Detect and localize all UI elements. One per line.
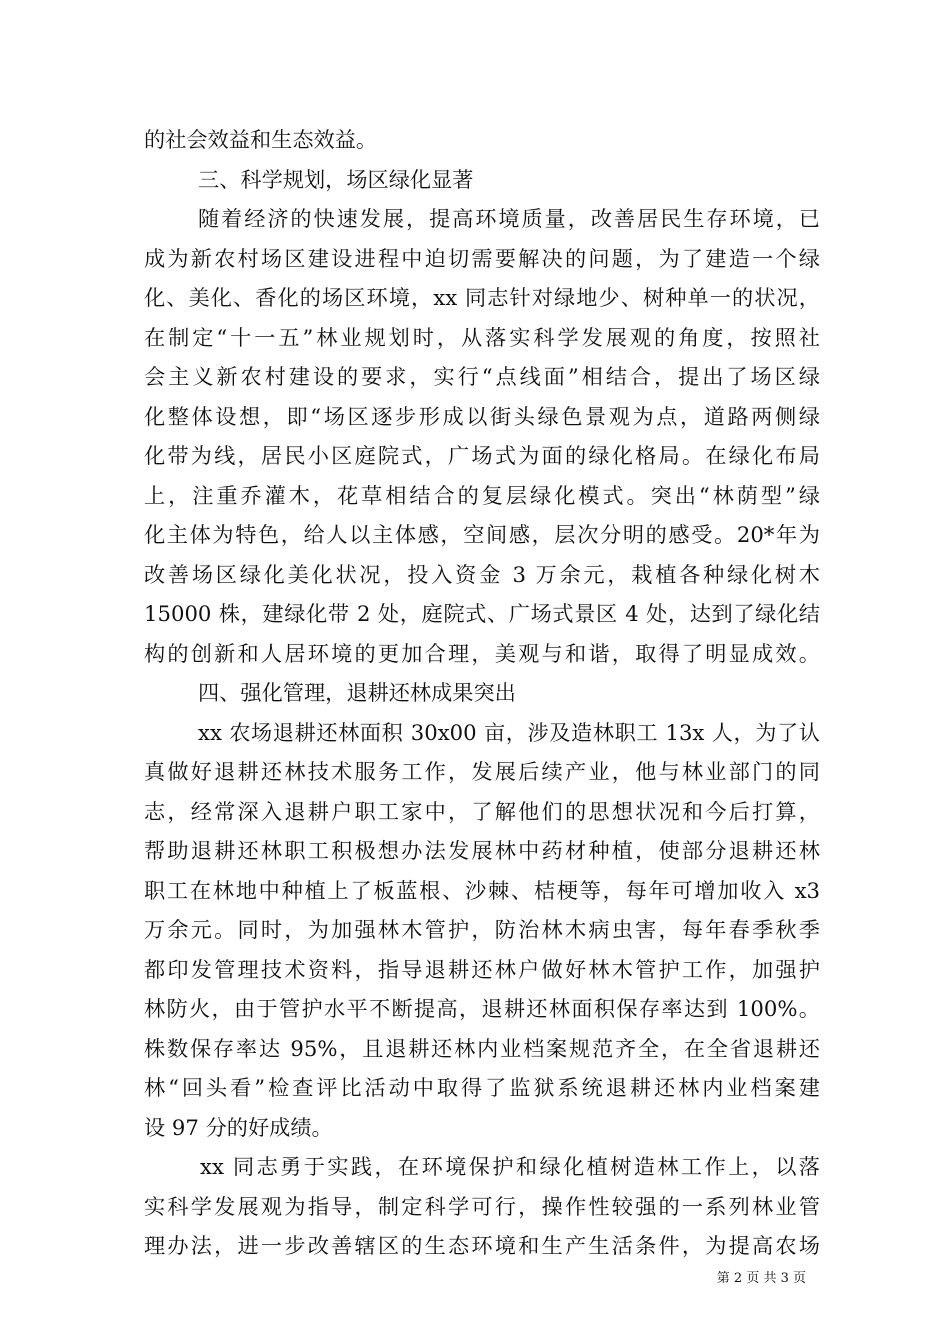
text-line: 都印发管理技术资料，指导退耕还林户做好林木管护工作，加强护 [144,956,820,982]
text-line: 成为新农村场区建设进程中迫切需要解决的问题，为了建造一个绿 [144,245,820,271]
text-line: 在制定“十一五”林业规划时，从落实科学发展观的角度，按照社 [144,324,820,350]
text-line: 实科学发展观为指导，制定科学可行，操作性较强的一系列林业管 [144,1193,820,1219]
text-line: 帮助退耕还林职工积极想办法发展林中药材种植，使部分退耕还林 [144,838,820,863]
text-line: 化带为线，居民小区庭院式，广场式为面的绿化格局。在绿化布局 [144,443,820,468]
text-line: 化、美化、香化的场区环境，xx 同志针对绿地少、树种单一的状况， [144,285,820,310]
text-line: 随着经济的快速发展，提高环境质量，改善居民生存环境，已 [198,206,820,231]
text-line: 林防火，由于管护水平不断提高，退耕还林面积保存率达到 100%。 [144,996,820,1021]
text-line: 理办法，进一步改善辖区的生态环境和生产生活条件，为提高农场 [144,1233,820,1258]
text-line: 职工在林地中种植上了板蓝根、沙棘、桔梗等，每年可增加收入 x3 [144,877,820,903]
text-line: 上，注重乔灌木，花草相结合的复层绿化模式。突出“林荫型”绿 [144,482,820,508]
text-line: 会主义新农村建设的要求，实行“点线面”相结合，提出了场区绿 [144,364,820,389]
text-line: 万余元。同时，为加强林木管护，防治林木病虫害，每年春季秋季 [144,917,820,942]
text-line: 林“回头看”检查评比活动中取得了监狱系统退耕还林内业档案建 [144,1075,820,1100]
section-heading-3: 三、科学规划，场区绿化显著 [198,166,474,192]
text-line: 真做好退耕还林技术服务工作，发展后续产业，他与林业部门的同 [144,759,820,784]
text-line: 化主体为特色，给人以主体感，空间感，层次分明的感受。20*年为 [144,522,820,547]
text-line: 的社会效益和生态效益。 [144,127,378,152]
text-line: 改善场区绿化美化状况，投入资金 3 万余元，栽植各种绿化树木 [144,561,820,587]
text-line: 构的创新和人居环境的更加合理，美观与和谐，取得了明显成效。 [144,640,820,666]
section-heading-4: 四、强化管理，退耕还林成果突出 [198,680,516,705]
text-line: 志，经常深入退耕户职工家中，了解他们的思想状况和今后打算， [144,798,820,824]
text-line: xx 农场退耕还林面积 30x00 亩，涉及造林职工 13x 人，为了认 [198,719,820,745]
document-body [144,120,820,1266]
text-line: xx 同志勇于实践，在环境保护和绿化植树造林工作上，以落 [200,1154,820,1179]
text-line: 株数保存率达 95%，且退耕还林内业档案规范齐全，在全省退耕还 [144,1035,820,1061]
text-line: 化整体设想，即“场区逐步形成以街头绿色景观为点，道路两侧绿 [144,403,820,429]
text-line: 15000 株，建绿化带 2 处，庭院式、广场式景区 4 处，达到了绿化结 [144,601,820,626]
page-number: 第 2 页 共 3 页 [716,1271,806,1286]
text-line: 设 97 分的好成绩。 [144,1114,333,1140]
